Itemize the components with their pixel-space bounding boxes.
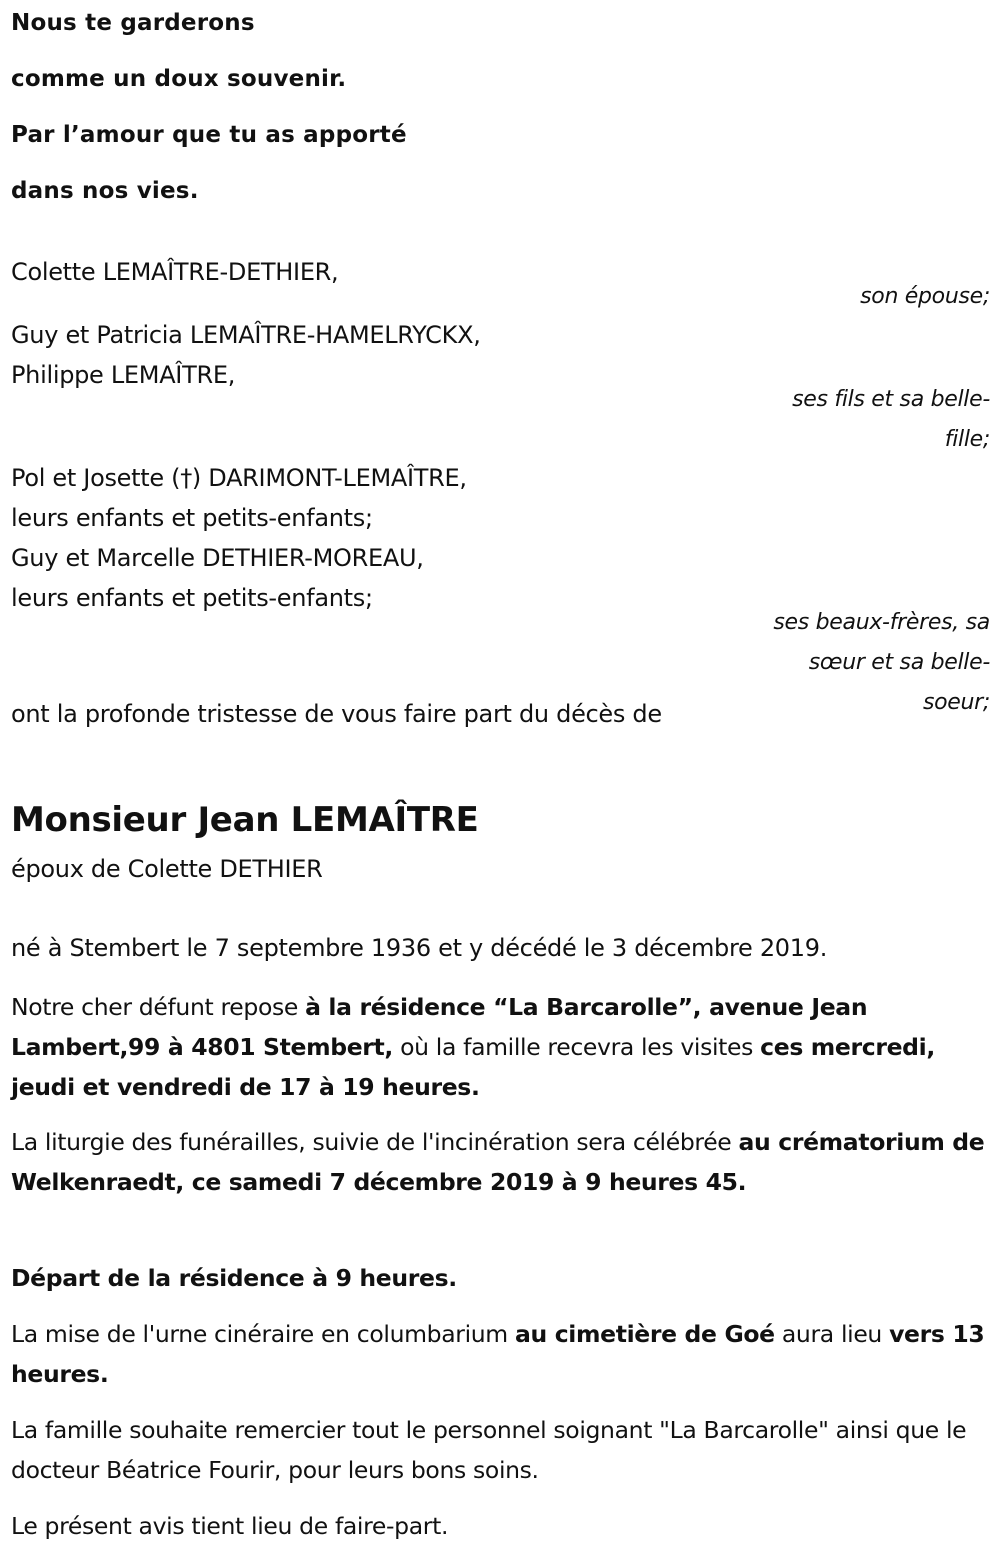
visitation-hours: ces mercredi, jeudi et vendredi de 17 à 19 heures. (11, 1033, 935, 1101)
family-relation: soeur; (922, 690, 990, 715)
birth-death-text: né à Stembert le 7 septembre 1936 et y décédé le 3 décembre 2019. (11, 934, 828, 962)
deceased-name: Monsieur Jean LEMAÎTRE (11, 800, 479, 840)
family-member: Guy et Marcelle DETHIER-MOREAU, (11, 544, 424, 572)
urn-paragraph: La mise de l'urne cinéraire en columbarium au cimetière de Goé aura lieu vers 13 heures. (11, 1320, 985, 1388)
family-member: Guy et Patricia LEMAÎTRE-HAMELRYCKX, (11, 321, 481, 349)
family-member: leurs enfants et petits-enfants; (11, 504, 373, 532)
family-relation: sœur et sa belle- (808, 650, 990, 675)
family-member: Philippe LEMAÎTRE, (11, 361, 236, 389)
visitation-location: à la résidence “La Barcarolle”, avenue Jean Lambert,99 à 4801 Stembert, (11, 993, 868, 1061)
family-relation: fille; (944, 427, 990, 452)
poem-line: Par l’amour que tu as apporté (11, 122, 407, 148)
family-relation: son épouse; (860, 284, 990, 309)
thanks-paragraph: La famille souhaite remercier tout le personnel soignant "La Barcarolle" ainsi que le docteur Béatrice Fourir, pour leurs bons soins. (11, 1416, 967, 1484)
family-relation: ses fils et sa belle- (792, 387, 990, 412)
poem-line: dans nos vies. (11, 178, 199, 204)
poem-line: Nous te garderons (11, 10, 255, 36)
poem-line: comme un doux souvenir. (11, 66, 347, 92)
announcement-text: ont la profonde tristesse de vous faire part du décès de (11, 700, 662, 728)
departure-text: Départ de la résidence à 9 heures. (11, 1264, 457, 1292)
family-member: Colette LEMAÎTRE-DETHIER, (11, 258, 339, 286)
family-member: Pol et Josette (†) DARIMONT-LEMAÎTRE, (11, 464, 467, 492)
visitation-paragraph: Notre cher défunt repose à la résidence “La Barcarolle”, avenue Jean Lambert,99 à 4801 Stembert, où la famille recevra les visites ces mercredi, jeudi et vendredi de 17 à 19 heures. (11, 993, 935, 1101)
deceased-spouse: époux de Colette DETHIER (11, 855, 323, 883)
urn-location: au cimetière de Goé (514, 1320, 775, 1348)
family-relation: ses beaux-frères, sa (773, 610, 990, 635)
ceremony-paragraph: La liturgie des funérailles, suivie de l'incinération sera célébrée au crématorium de Welkenraedt, ce samedi 7 décembre 2019 à 9 heures 45. (11, 1128, 985, 1196)
urn-time: vers 13 heures. (11, 1320, 985, 1388)
ceremony-details: au crématorium de Welkenraedt, ce samedi 7 décembre 2019 à 9 heures 45. (11, 1128, 985, 1196)
closing-text: Le présent avis tient lieu de faire-part. (11, 1512, 449, 1540)
family-member: leurs enfants et petits-enfants; (11, 584, 373, 612)
